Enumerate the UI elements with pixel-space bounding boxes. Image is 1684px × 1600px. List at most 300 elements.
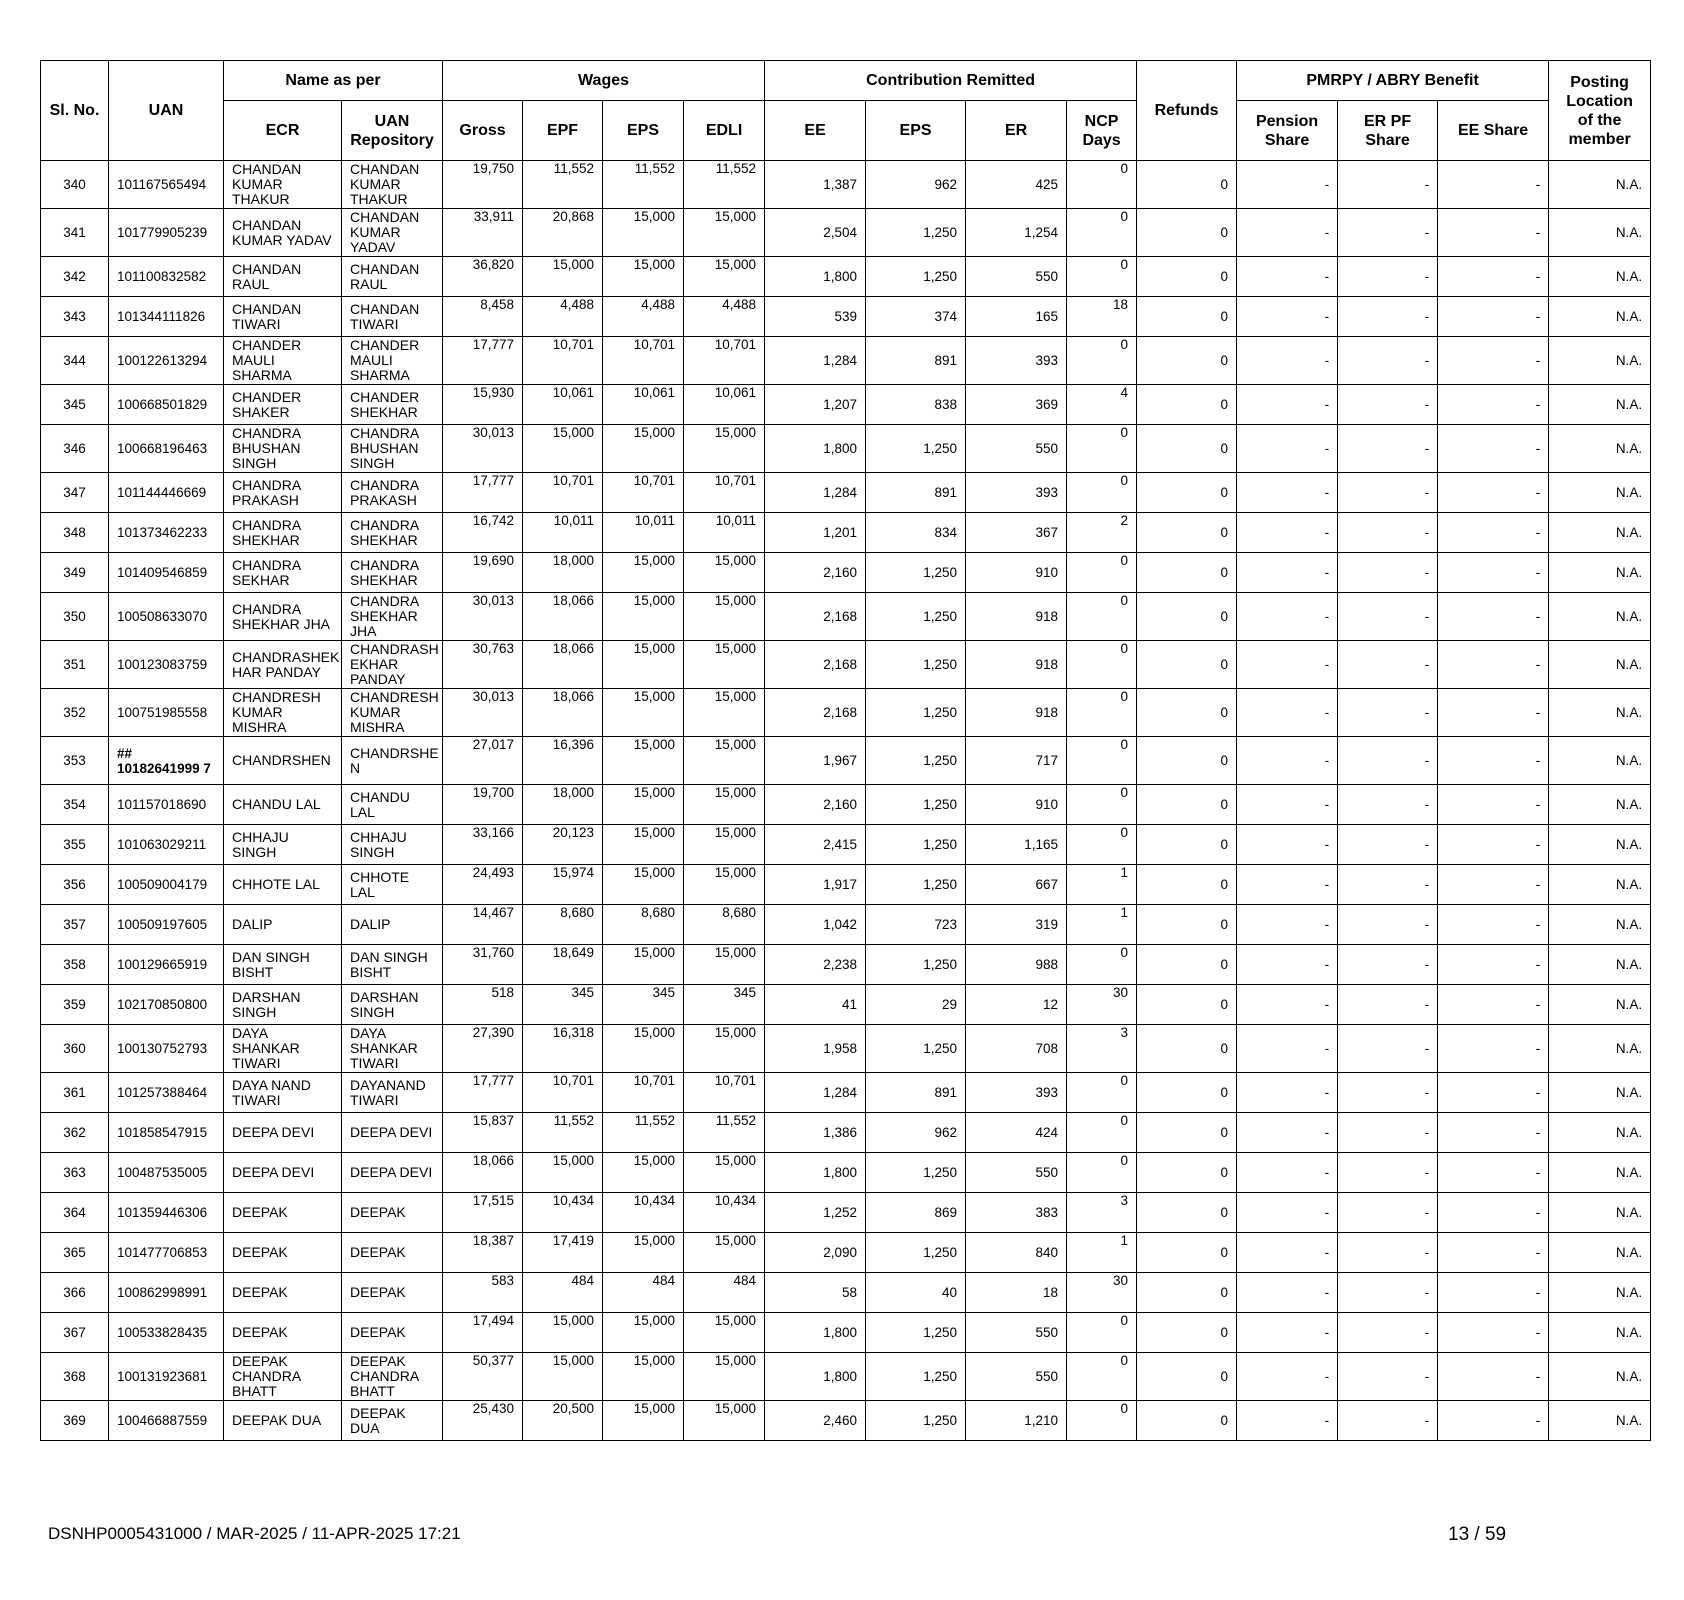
sl-no-cell: 350: [41, 593, 109, 641]
pension-share-cell: -: [1237, 825, 1338, 865]
refunds-cell: 0: [1137, 161, 1237, 209]
refunds-cell: 0: [1137, 1273, 1237, 1313]
repository-name-cell: DEEPA DEVI: [342, 1113, 443, 1153]
er-cell: 708: [966, 1025, 1067, 1073]
posting-location-cell: N.A.: [1549, 553, 1651, 593]
contribution-eps-cell: 29: [866, 985, 966, 1025]
er-pf-share-cell: -: [1338, 513, 1438, 553]
refunds-cell: 0: [1137, 593, 1237, 641]
eps-cell: 484: [603, 1273, 684, 1313]
ecr-name-cell: CHANDRA BHUSHAN SINGH: [224, 425, 342, 473]
eps-cell: 10,701: [603, 1073, 684, 1113]
pension-share-cell: -: [1237, 985, 1338, 1025]
sl-no-cell: 356: [41, 865, 109, 905]
repository-name-cell: CHANDAN RAUL: [342, 257, 443, 297]
er-pf-share-cell: -: [1338, 337, 1438, 385]
sl-no-cell: 348: [41, 513, 109, 553]
edli-cell: 15,000: [684, 641, 765, 689]
refunds-cell: 0: [1137, 425, 1237, 473]
header-ee: EE: [765, 101, 866, 161]
repository-name-cell: CHANDRSHE N: [342, 737, 443, 785]
er-pf-share-cell: -: [1338, 425, 1438, 473]
er-pf-share-cell: -: [1338, 825, 1438, 865]
repository-name-cell: CHANDRA SHEKHAR JHA: [342, 593, 443, 641]
uan-cell: 100668196463: [109, 425, 224, 473]
contribution-eps-cell: 1,250: [866, 689, 966, 737]
ee-cell: 1,284: [765, 1073, 866, 1113]
er-pf-share-cell: -: [1338, 1025, 1438, 1073]
pension-share-cell: -: [1237, 1193, 1338, 1233]
eps-cell: 15,000: [603, 1233, 684, 1273]
er-cell: 550: [966, 1353, 1067, 1401]
er-cell: 550: [966, 425, 1067, 473]
pension-share-cell: -: [1237, 785, 1338, 825]
contribution-eps-cell: 40: [866, 1273, 966, 1313]
eps-cell: 15,000: [603, 945, 684, 985]
epf-cell: 8,680: [523, 905, 603, 945]
edli-cell: 8,680: [684, 905, 765, 945]
ee-cell: 1,800: [765, 425, 866, 473]
er-pf-share-cell: -: [1338, 1193, 1438, 1233]
posting-location-cell: N.A.: [1549, 737, 1651, 785]
table-row: [41, 553, 1651, 593]
repository-name-cell: DEEPAK CHANDRA BHATT: [342, 1353, 443, 1401]
ecr-name-cell: CHANDRA PRAKASH: [224, 473, 342, 513]
ee-share-cell: -: [1438, 1073, 1549, 1113]
ncp-days-cell: 0: [1067, 1313, 1137, 1353]
posting-location-cell: N.A.: [1549, 905, 1651, 945]
table-row: [41, 209, 1651, 257]
edli-cell: 15,000: [684, 257, 765, 297]
posting-location-cell: N.A.: [1549, 257, 1651, 297]
epf-cell: 15,000: [523, 425, 603, 473]
er-pf-share-cell: -: [1338, 1153, 1438, 1193]
posting-location-cell: N.A.: [1549, 1025, 1651, 1073]
edli-cell: 15,000: [684, 1313, 765, 1353]
ncp-days-cell: 0: [1067, 425, 1137, 473]
eps-cell: 15,000: [603, 1313, 684, 1353]
contribution-eps-cell: 374: [866, 297, 966, 337]
ee-cell: 1,800: [765, 1353, 866, 1401]
gross-cell: 18,066: [443, 1153, 523, 1193]
header-sl-no: Sl. No.: [41, 61, 109, 161]
refunds-cell: 0: [1137, 1353, 1237, 1401]
er-pf-share-cell: -: [1338, 385, 1438, 425]
edli-cell: 15,000: [684, 689, 765, 737]
ee-cell: 2,160: [765, 553, 866, 593]
er-cell: 1,254: [966, 209, 1067, 257]
table-row: [41, 1153, 1651, 1193]
er-pf-share-cell: -: [1338, 1073, 1438, 1113]
ecr-name-cell: CHANDRA SEKHAR: [224, 553, 342, 593]
epf-cell: 18,066: [523, 641, 603, 689]
ncp-days-cell: 30: [1067, 985, 1137, 1025]
posting-location-cell: N.A.: [1549, 785, 1651, 825]
repository-name-cell: CHANDU LAL: [342, 785, 443, 825]
ecr-name-cell: DAYA NAND TIWARI: [224, 1073, 342, 1113]
ee-share-cell: -: [1438, 1401, 1549, 1441]
sl-no-cell: 369: [41, 1401, 109, 1441]
gross-cell: 33,911: [443, 209, 523, 257]
uan-cell: 100130752793: [109, 1025, 224, 1073]
er-pf-share-cell: -: [1338, 1313, 1438, 1353]
epf-cell: 18,066: [523, 593, 603, 641]
contribution-eps-cell: 1,250: [866, 1153, 966, 1193]
epf-cell: 10,434: [523, 1193, 603, 1233]
table-row: [41, 865, 1651, 905]
eps-cell: 15,000: [603, 1353, 684, 1401]
gross-cell: 19,690: [443, 553, 523, 593]
ee-share-cell: -: [1438, 1313, 1549, 1353]
epf-cell: 10,701: [523, 473, 603, 513]
ecr-name-cell: DAN SINGH BISHT: [224, 945, 342, 985]
epf-cell: 11,552: [523, 161, 603, 209]
pension-share-cell: -: [1237, 1313, 1338, 1353]
uan-cell: 100862998991: [109, 1273, 224, 1313]
edli-cell: 15,000: [684, 737, 765, 785]
uan-cell: 100533828435: [109, 1313, 224, 1353]
posting-location-cell: N.A.: [1549, 337, 1651, 385]
table-row: [41, 985, 1651, 1025]
repository-name-cell: DEEPAK: [342, 1273, 443, 1313]
epf-cell: 15,000: [523, 1313, 603, 1353]
table-row: [41, 1313, 1651, 1353]
contribution-eps-cell: 1,250: [866, 257, 966, 297]
er-pf-share-cell: -: [1338, 553, 1438, 593]
gross-cell: 518: [443, 985, 523, 1025]
uan-cell: 101157018690: [109, 785, 224, 825]
uan-cell: 100131923681: [109, 1353, 224, 1401]
sl-no-cell: 360: [41, 1025, 109, 1073]
epf-cell: 18,000: [523, 785, 603, 825]
contribution-eps-cell: 1,250: [866, 1025, 966, 1073]
pension-share-cell: -: [1237, 1025, 1338, 1073]
table-row: [41, 1353, 1651, 1401]
posting-location-cell: N.A.: [1549, 825, 1651, 865]
gross-cell: 18,387: [443, 1233, 523, 1273]
ee-cell: 2,168: [765, 689, 866, 737]
edli-cell: 15,000: [684, 1233, 765, 1273]
ee-share-cell: -: [1438, 905, 1549, 945]
ncp-days-cell: 0: [1067, 689, 1137, 737]
edli-cell: 15,000: [684, 1153, 765, 1193]
refunds-cell: 0: [1137, 865, 1237, 905]
ee-share-cell: -: [1438, 337, 1549, 385]
ee-cell: 2,504: [765, 209, 866, 257]
epf-cell: 20,868: [523, 209, 603, 257]
uan-cell: 101858547915: [109, 1113, 224, 1153]
epf-cell: 16,396: [523, 737, 603, 785]
footer-page-number: 13 / 59: [1448, 1524, 1507, 1545]
er-pf-share-cell: -: [1338, 737, 1438, 785]
table-row: [41, 737, 1651, 785]
pension-share-cell: -: [1237, 1073, 1338, 1113]
ncp-days-cell: 0: [1067, 209, 1137, 257]
uan-cell: 102170850800: [109, 985, 224, 1025]
eps-cell: 15,000: [603, 825, 684, 865]
pension-share-cell: -: [1237, 425, 1338, 473]
ecr-name-cell: CHANDRSHEN: [224, 737, 342, 785]
contribution-eps-cell: 1,250: [866, 209, 966, 257]
repository-name-cell: CHANDAN KUMAR YADAV: [342, 209, 443, 257]
epf-cell: 20,500: [523, 1401, 603, 1441]
eps-cell: 15,000: [603, 737, 684, 785]
eps-cell: 11,552: [603, 161, 684, 209]
pension-share-cell: -: [1237, 385, 1338, 425]
pension-share-cell: -: [1237, 257, 1338, 297]
ee-share-cell: -: [1438, 473, 1549, 513]
ee-cell: 1,800: [765, 1153, 866, 1193]
posting-location-cell: N.A.: [1549, 161, 1651, 209]
er-cell: 369: [966, 385, 1067, 425]
contribution-eps-cell: 1,250: [866, 1233, 966, 1273]
ncp-days-cell: 0: [1067, 1113, 1137, 1153]
ee-share-cell: -: [1438, 593, 1549, 641]
epf-cell: 345: [523, 985, 603, 1025]
epf-cell: 15,000: [523, 257, 603, 297]
gross-cell: 15,930: [443, 385, 523, 425]
er-cell: 12: [966, 985, 1067, 1025]
sl-no-cell: 359: [41, 985, 109, 1025]
pension-share-cell: -: [1237, 905, 1338, 945]
sl-no-cell: 343: [41, 297, 109, 337]
uan-cell: 101167565494: [109, 161, 224, 209]
ee-share-cell: -: [1438, 513, 1549, 553]
ee-share-cell: -: [1438, 425, 1549, 473]
pension-share-cell: -: [1237, 513, 1338, 553]
table-row: [41, 1025, 1651, 1073]
pension-share-cell: -: [1237, 473, 1338, 513]
ecr-name-cell: CHANDAN RAUL: [224, 257, 342, 297]
refunds-cell: 0: [1137, 689, 1237, 737]
edli-cell: 15,000: [684, 785, 765, 825]
ncp-days-cell: 0: [1067, 1073, 1137, 1113]
edli-cell: 4,488: [684, 297, 765, 337]
pension-share-cell: -: [1237, 1353, 1338, 1401]
er-pf-share-cell: -: [1338, 473, 1438, 513]
contribution-eps-cell: 1,250: [866, 553, 966, 593]
epf-cell: 11,552: [523, 1113, 603, 1153]
er-cell: 319: [966, 905, 1067, 945]
ncp-days-cell: 0: [1067, 825, 1137, 865]
epf-cell: 15,000: [523, 1353, 603, 1401]
uan-cell: 100123083759: [109, 641, 224, 689]
ee-share-cell: -: [1438, 1025, 1549, 1073]
sl-no-cell: 354: [41, 785, 109, 825]
ncp-days-cell: 0: [1067, 593, 1137, 641]
pension-share-cell: -: [1237, 1153, 1338, 1193]
edli-cell: 484: [684, 1273, 765, 1313]
er-pf-share-cell: -: [1338, 865, 1438, 905]
refunds-cell: 0: [1137, 385, 1237, 425]
eps-cell: 11,552: [603, 1113, 684, 1153]
ncp-days-cell: 0: [1067, 257, 1137, 297]
sl-no-cell: 351: [41, 641, 109, 689]
pension-share-cell: -: [1237, 1401, 1338, 1441]
refunds-cell: 0: [1137, 1025, 1237, 1073]
ee-cell: 1,967: [765, 737, 866, 785]
contribution-eps-cell: 834: [866, 513, 966, 553]
repository-name-cell: CHANDRA PRAKASH: [342, 473, 443, 513]
ncp-days-cell: 0: [1067, 473, 1137, 513]
er-cell: 910: [966, 553, 1067, 593]
edli-cell: 15,000: [684, 1025, 765, 1073]
table-row: [41, 593, 1651, 641]
ee-cell: 1,042: [765, 905, 866, 945]
repository-name-cell: DAYA SHANKAR TIWARI: [342, 1025, 443, 1073]
header-name-as-per: Name as per: [224, 61, 443, 101]
edli-cell: 345: [684, 985, 765, 1025]
ecr-name-cell: DEEPAK CHANDRA BHATT: [224, 1353, 342, 1401]
pension-share-cell: -: [1237, 1273, 1338, 1313]
uan-cell: 101100832582: [109, 257, 224, 297]
edli-cell: 15,000: [684, 945, 765, 985]
repository-name-cell: CHHAJU SINGH: [342, 825, 443, 865]
ee-share-cell: -: [1438, 865, 1549, 905]
ecr-name-cell: CHANDER SHAKER: [224, 385, 342, 425]
posting-location-cell: N.A.: [1549, 865, 1651, 905]
repository-name-cell: CHANDAN TIWARI: [342, 297, 443, 337]
gross-cell: 14,467: [443, 905, 523, 945]
ncp-days-cell: 1: [1067, 1233, 1137, 1273]
refunds-cell: 0: [1137, 513, 1237, 553]
posting-location-cell: N.A.: [1549, 297, 1651, 337]
ee-share-cell: -: [1438, 641, 1549, 689]
er-cell: 988: [966, 945, 1067, 985]
refunds-cell: 0: [1137, 473, 1237, 513]
uan-cell: 100487535005: [109, 1153, 224, 1193]
er-cell: 840: [966, 1233, 1067, 1273]
edli-cell: 10,701: [684, 1073, 765, 1113]
uan-cell: 101344111826: [109, 297, 224, 337]
ncp-days-cell: 0: [1067, 161, 1137, 209]
sl-no-cell: 364: [41, 1193, 109, 1233]
ecr-name-cell: CHANDRA SHEKHAR: [224, 513, 342, 553]
eps-cell: 10,701: [603, 337, 684, 385]
ee-share-cell: -: [1438, 1273, 1549, 1313]
epf-cell: 18,649: [523, 945, 603, 985]
sl-no-cell: 361: [41, 1073, 109, 1113]
epf-cell: 484: [523, 1273, 603, 1313]
refunds-cell: 0: [1137, 1153, 1237, 1193]
pension-share-cell: -: [1237, 737, 1338, 785]
eps-cell: 15,000: [603, 689, 684, 737]
ncp-days-cell: 0: [1067, 1353, 1137, 1401]
repository-name-cell: DAYANAND TIWARI: [342, 1073, 443, 1113]
posting-location-cell: N.A.: [1549, 641, 1651, 689]
contribution-eps-cell: 1,250: [866, 641, 966, 689]
uan-cell: 101359446306: [109, 1193, 224, 1233]
ee-cell: 1,252: [765, 1193, 866, 1233]
er-pf-share-cell: -: [1338, 945, 1438, 985]
repository-name-cell: CHANDER SHEKHAR: [342, 385, 443, 425]
er-cell: 1,210: [966, 1401, 1067, 1441]
table-row: [41, 425, 1651, 473]
gross-cell: 30,763: [443, 641, 523, 689]
ecr-name-cell: CHANDRASHEK HAR PANDAY: [224, 641, 342, 689]
ecr-table: [40, 60, 1651, 1441]
er-cell: 550: [966, 1313, 1067, 1353]
eps-cell: 15,000: [603, 1401, 684, 1441]
gross-cell: 50,377: [443, 1353, 523, 1401]
ee-share-cell: -: [1438, 1113, 1549, 1153]
contribution-eps-cell: 1,250: [866, 865, 966, 905]
er-cell: 550: [966, 257, 1067, 297]
ncp-days-cell: 1: [1067, 905, 1137, 945]
refunds-cell: 0: [1137, 1313, 1237, 1353]
ecr-name-cell: DEEPAK: [224, 1193, 342, 1233]
ee-cell: 1,284: [765, 473, 866, 513]
sl-no-cell: 347: [41, 473, 109, 513]
ncp-days-cell: 0: [1067, 1401, 1137, 1441]
refunds-cell: 0: [1137, 905, 1237, 945]
ee-share-cell: -: [1438, 1233, 1549, 1273]
contribution-eps-cell: 891: [866, 473, 966, 513]
er-pf-share-cell: -: [1338, 905, 1438, 945]
ee-share-cell: -: [1438, 945, 1549, 985]
posting-location-cell: N.A.: [1549, 425, 1651, 473]
ecr-name-cell: DARSHAN SINGH: [224, 985, 342, 1025]
gross-cell: 30,013: [443, 593, 523, 641]
gross-cell: 24,493: [443, 865, 523, 905]
sl-no-cell: 366: [41, 1273, 109, 1313]
ee-cell: 2,090: [765, 1233, 866, 1273]
contribution-eps-cell: 1,250: [866, 1401, 966, 1441]
header-er: ER: [966, 101, 1067, 161]
er-cell: 717: [966, 737, 1067, 785]
posting-location-cell: N.A.: [1549, 1153, 1651, 1193]
posting-location-cell: N.A.: [1549, 513, 1651, 553]
refunds-cell: 0: [1137, 1073, 1237, 1113]
eps-cell: 15,000: [603, 1025, 684, 1073]
sl-no-cell: 362: [41, 1113, 109, 1153]
pension-share-cell: -: [1237, 337, 1338, 385]
repository-name-cell: DEEPA DEVI: [342, 1153, 443, 1193]
epf-cell: 15,974: [523, 865, 603, 905]
contribution-eps-cell: 1,250: [866, 825, 966, 865]
repository-name-cell: CHANDER MAULI SHARMA: [342, 337, 443, 385]
table-row: [41, 297, 1651, 337]
ee-cell: 1,386: [765, 1113, 866, 1153]
ee-cell: 1,284: [765, 337, 866, 385]
ncp-days-cell: 0: [1067, 1153, 1137, 1193]
edli-cell: 15,000: [684, 593, 765, 641]
sl-no-cell: 342: [41, 257, 109, 297]
refunds-cell: 0: [1137, 945, 1237, 985]
ee-share-cell: -: [1438, 209, 1549, 257]
ncp-days-cell: 2: [1067, 513, 1137, 553]
eps-cell: 15,000: [603, 553, 684, 593]
uan-cell: 100122613294: [109, 337, 224, 385]
contribution-eps-cell: 1,250: [866, 1353, 966, 1401]
ecr-name-cell: CHANDU LAL: [224, 785, 342, 825]
ee-cell: 41: [765, 985, 866, 1025]
gross-cell: 8,458: [443, 297, 523, 337]
repository-name-cell: CHANDRA SHEKHAR: [342, 553, 443, 593]
ecr-name-cell: DEEPA DEVI: [224, 1153, 342, 1193]
er-pf-share-cell: -: [1338, 1353, 1438, 1401]
refunds-cell: 0: [1137, 209, 1237, 257]
table-row: [41, 1113, 1651, 1153]
er-pf-share-cell: -: [1338, 1113, 1438, 1153]
posting-location-cell: N.A.: [1549, 385, 1651, 425]
refunds-cell: 0: [1137, 785, 1237, 825]
edli-cell: 10,061: [684, 385, 765, 425]
refunds-cell: 0: [1137, 1233, 1237, 1273]
er-cell: 367: [966, 513, 1067, 553]
posting-location-cell: N.A.: [1549, 1233, 1651, 1273]
table-row: [41, 513, 1651, 553]
